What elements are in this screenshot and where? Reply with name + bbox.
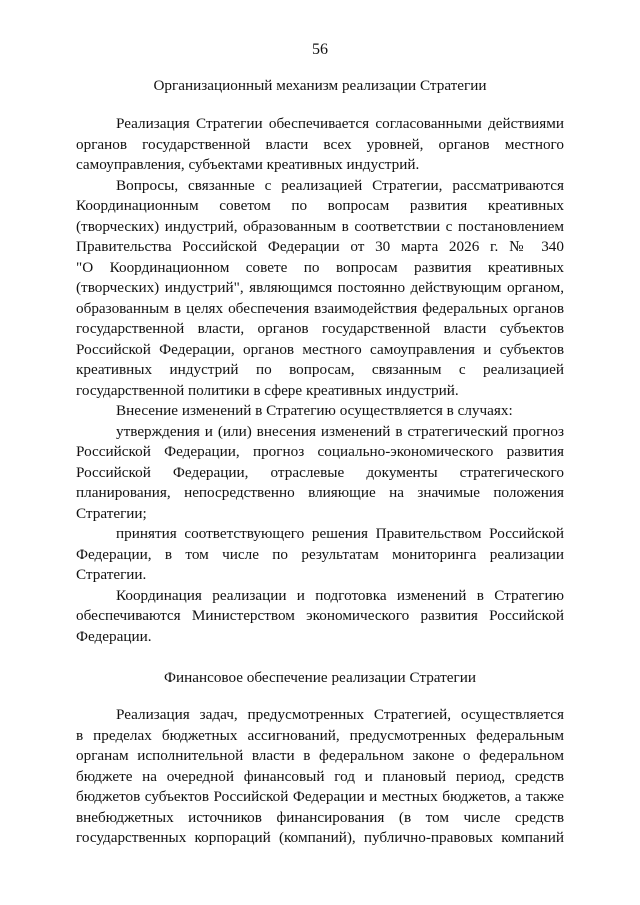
text-line: бюджетов субъектов Российской Федерации и местных бюджетов, а также xyxy=(76,788,564,805)
text-line: государственной власти, органов государственной власти субъектов xyxy=(76,320,564,337)
paragraph xyxy=(76,401,564,422)
text-line: Стратегии. xyxy=(76,566,147,583)
text-line: Стратегии; xyxy=(76,504,147,522)
section-heading-financial: Финансовое обеспечение реализации Стратегии xyxy=(163,669,477,686)
text-line: Реализация задач, предусмотренных Стратегией, осуществляется xyxy=(116,706,564,723)
text-line: "О Координационном совете по вопросам развития креативных xyxy=(76,258,564,276)
paragraph xyxy=(76,705,564,849)
text-line: планирования, непосредственно влияющие на значимые положения xyxy=(76,484,564,501)
text-line: утверждения и (или) внесения изменений в стратегический прогноз xyxy=(116,422,564,440)
text-line: образованным в целях обеспечения взаимодействия федеральных органов xyxy=(76,299,564,317)
text-line: органам исполнительной власти в федеральном законе о федеральном xyxy=(76,747,564,764)
text-line: в пределах бюджетных ассигнований, предусмотренных федеральным xyxy=(76,726,564,744)
text-line: Федерации, в том числе по результатам мониторинга реализации xyxy=(76,545,564,563)
text-line: государственных корпораций (компаний), публично-правовых компаний xyxy=(76,829,564,846)
text-line: органов государственной власти всех уровней, органов местного xyxy=(76,135,564,153)
paragraph xyxy=(76,114,564,176)
text-line: государственной политики в сфере креативных индустрий. xyxy=(76,381,459,399)
text-line: (творческих) индустрий", являющимся постоянно действующим органом, xyxy=(76,279,564,296)
paragraph xyxy=(76,586,564,648)
text-line: внебюджетных источников финансирования (в том числе средств xyxy=(76,808,564,826)
text-line: Вопросы, связанные с реализацией Стратегии, рассматриваются xyxy=(116,176,564,194)
paragraph xyxy=(76,524,564,586)
text-line: Правительства Российской Федерации от 30 марта 2026 г. № 340 xyxy=(76,238,564,255)
text-line: креативных индустрий по вопросам, связанным с реализацией xyxy=(76,361,564,378)
text-line: бюджете на очередной финансовый год и плановый период, средств xyxy=(76,767,564,785)
section-heading-organizational: Организационный механизм реализации Стратегии xyxy=(153,77,487,94)
paragraph xyxy=(76,176,564,402)
text-line: Реализация Стратегии обеспечивается согласованными действиями xyxy=(116,115,564,132)
text-line: Федерации. xyxy=(76,627,152,645)
text-line: Внесение изменений в Стратегию осуществляется в случаях: xyxy=(116,402,513,419)
text-line: принятия соответствующего решения Правительством Российской xyxy=(116,525,564,542)
page-number: 56 xyxy=(312,41,328,58)
text-line: (творческих) индустрий, образованным в соответствии с постановлением xyxy=(76,217,564,235)
text-line: обеспечиваются Министерством экономического развития Российской xyxy=(76,607,564,624)
text-line: самоуправления, субъектами креативных индустрий. xyxy=(76,156,420,173)
text-line: Российской Федерации, органов местного самоуправления и субъектов xyxy=(76,340,564,358)
text-line: Российской Федерации, отраслевые документы стратегического xyxy=(76,463,564,481)
text-line: Координационным советом по вопросам развития креативных xyxy=(76,197,564,214)
text-line: Российской Федерации, прогноз социально-экономического развития xyxy=(76,443,564,460)
paragraph xyxy=(76,422,564,525)
text-line: Координация реализации и подготовка изменений в Стратегию xyxy=(116,586,564,604)
